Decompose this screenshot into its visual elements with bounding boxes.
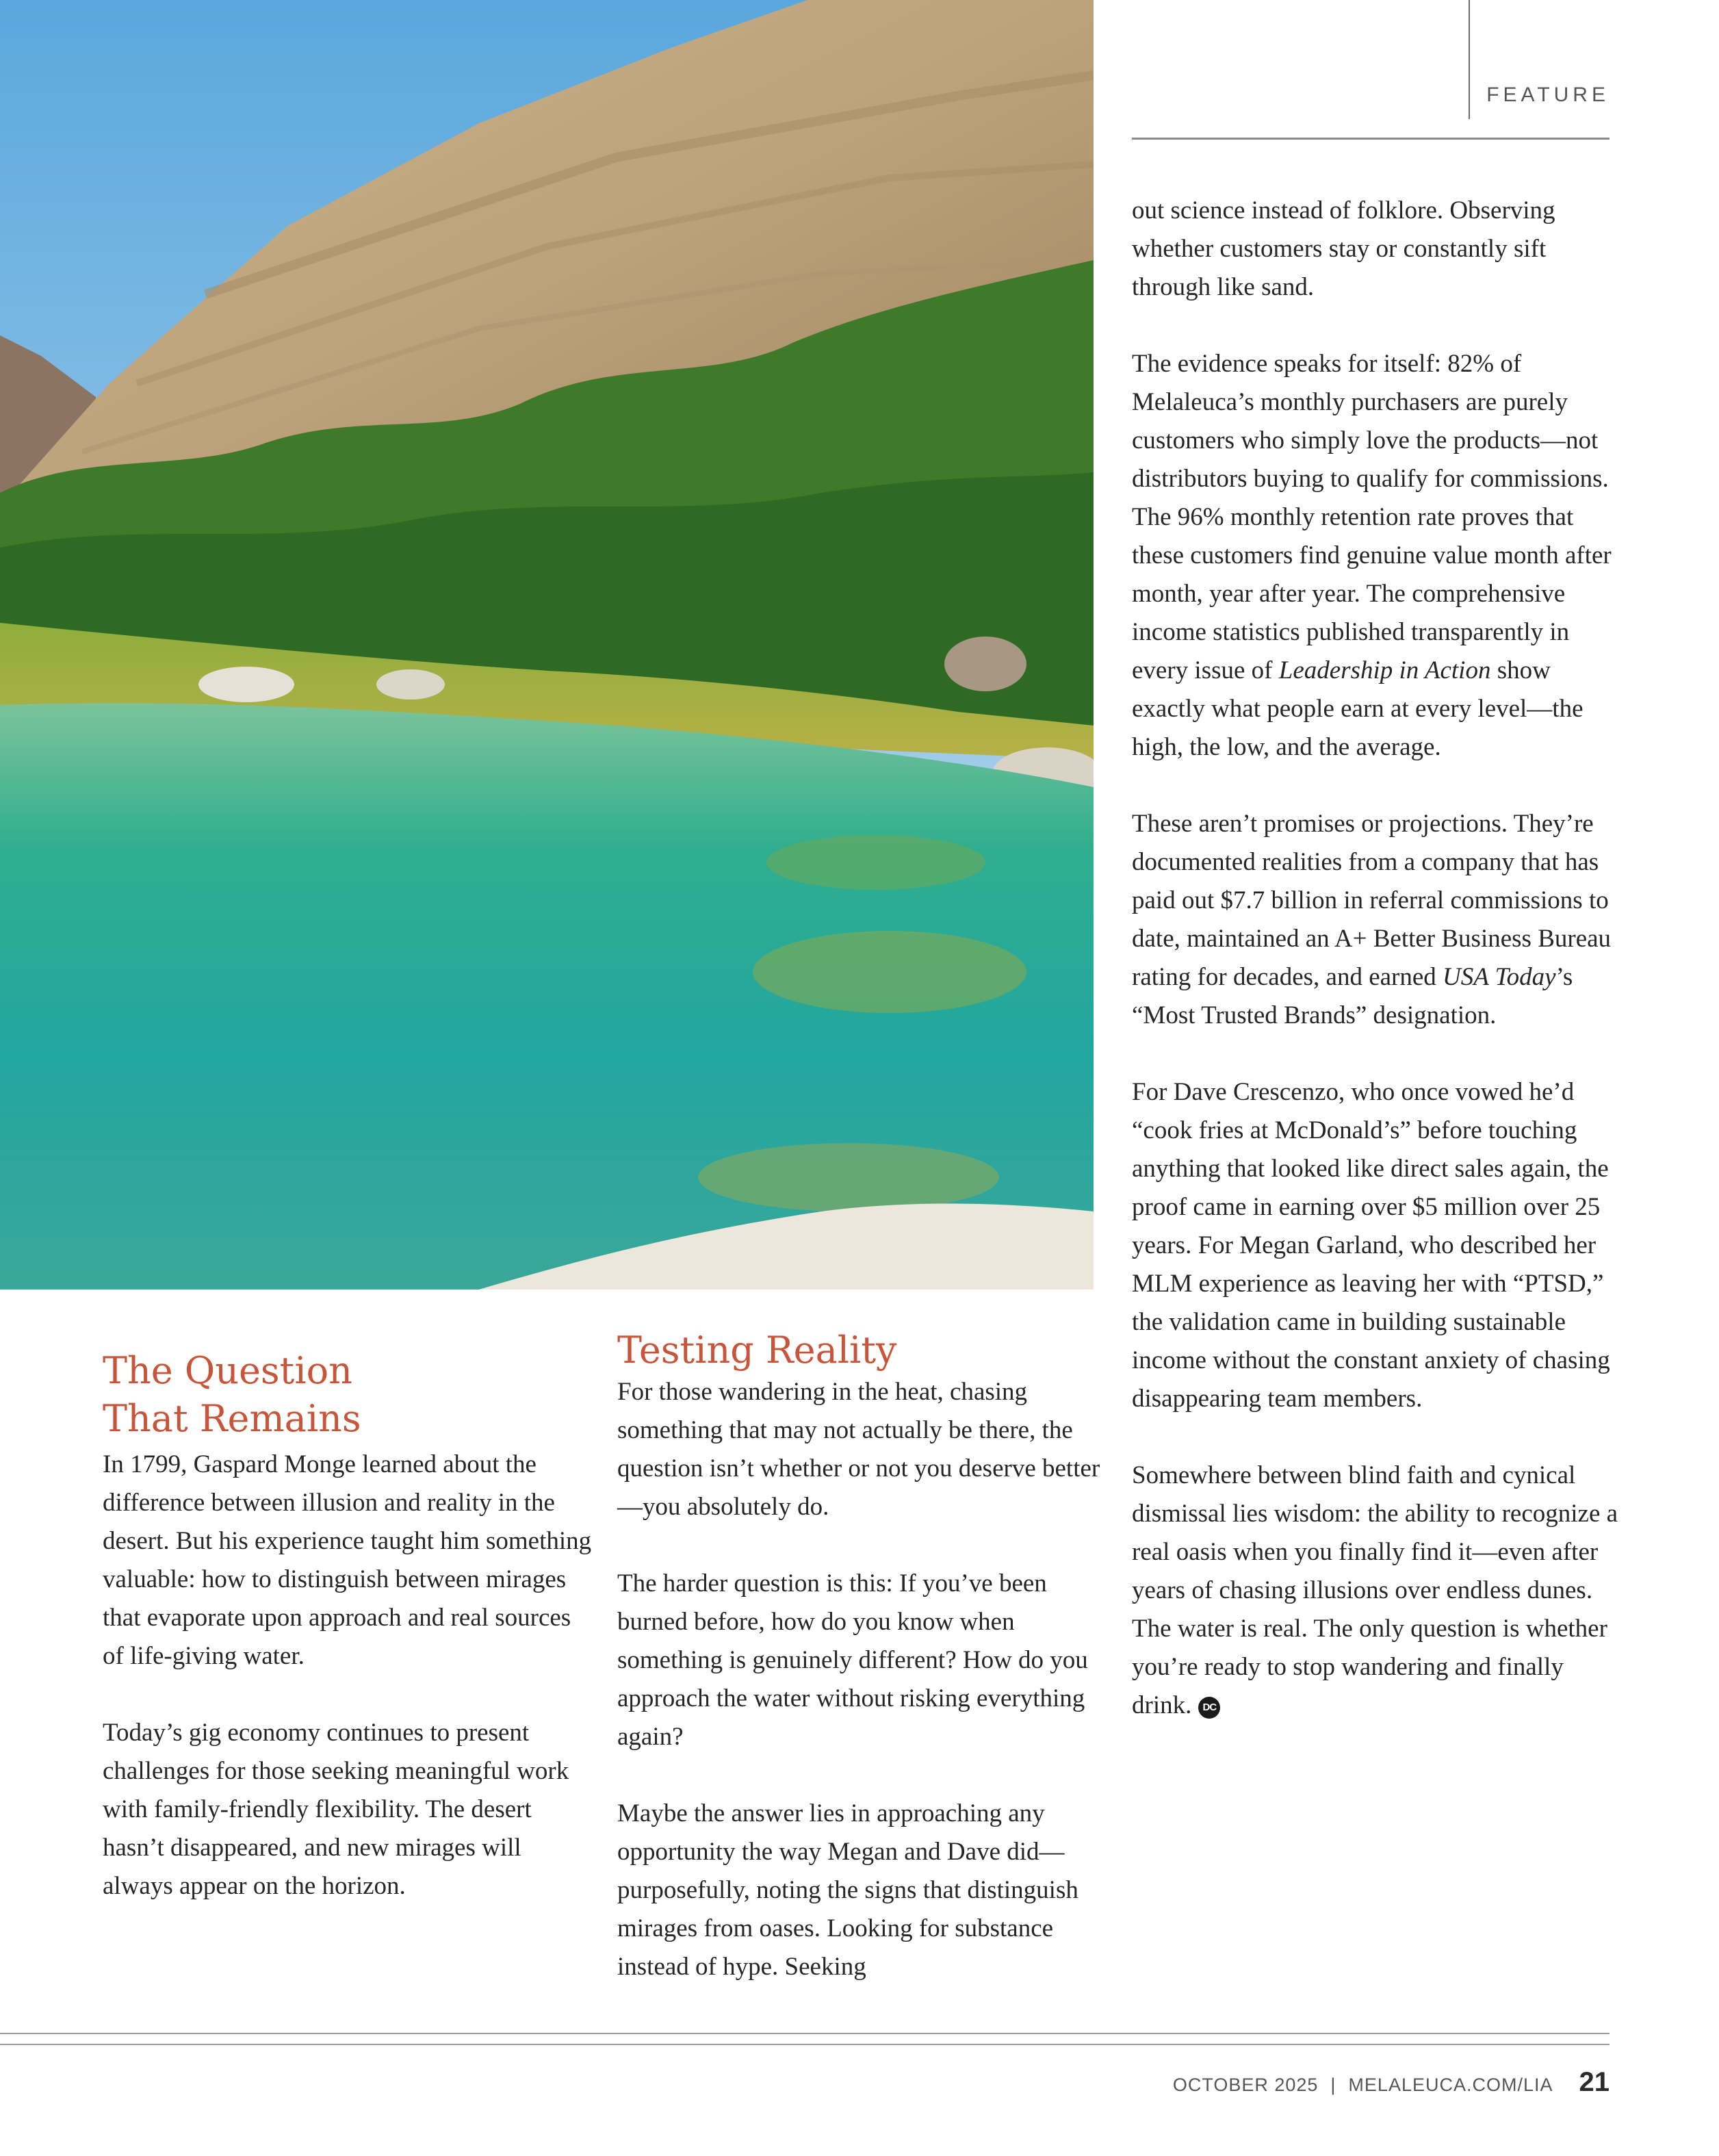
paragraph: Maybe the answer lies in approaching any opportunity the way Megan and Dave did—purposefully, noting the signs that distinguish mirages from oases. Looking for substance instead of hype. Seeking — [617, 1799, 1078, 1981]
paragraph — [1132, 345, 1625, 767]
section-label: FEATURE — [1486, 84, 1610, 106]
publication-title: USA Today — [1443, 963, 1556, 991]
text-run: ’s “Most Trusted Brands” designation. — [1132, 963, 1573, 1029]
header-rule — [1132, 138, 1610, 140]
paragraph: In 1799, Gaspard Monge learned about the difference between illusion and reality in the desert. But his experience taught him something valuable: how to distinguish between mirages that evaporate upon approach and real sources of life-giving water. — [103, 1450, 592, 1670]
paragraph: out science instead of folklore. Observing whether customers stay or constantly sift through like sand. — [1132, 196, 1555, 301]
publication-title: Leadership in Action — [1278, 656, 1491, 684]
text-run: The evidence speaks for itself: 82% of Melaleuca’s monthly purchasers are purely customers who simply love the products—not distributors buying to qualify for commissions. The 96% monthly retention rate proves that these customers find genuine value month after month, year after year. The comprehensive income statistics published transparently in every issue of — [1132, 350, 1612, 684]
header-divider — [1469, 0, 1470, 119]
page-number: 21 — [1579, 2067, 1610, 2097]
heading-line-1: The Question — [103, 1349, 352, 1392]
paragraph: For Dave Crescenzo, who once vowed he’d “cook fries at McDonald’s” before touching anything that looked like direct sales again, the proof came in earning over $5 million over 25 years. For Megan Garland, who described her MLM experience as leaving her with “PTSD,” the validation came in building sustainable income without the constant anxiety of chasing disappearing team members. — [1132, 1078, 1610, 1413]
site-url: MELALEUCA.COM/LIA — [1348, 2075, 1553, 2095]
column-2 — [617, 1328, 1110, 1986]
footer-separator: | — [1330, 2075, 1336, 2095]
paragraph: For those wandering in the heat, chasing something that may not actually be there, the question isn’t whether or not you deserve better—you absolutely do. — [617, 1378, 1100, 1521]
paragraph: Today’s gig economy continues to present challenges for those seeking meaningful work with family-friendly flexibility. The desert hasn’t disappeared, and new mirages will always appear on the horizon. — [103, 1719, 569, 1900]
text-run: Somewhere between blind faith and cynical dismissal lies wisdom: the ability to recognize a real oasis when you finally find it—even after years of chasing illusions over endless dunes. The water is real. The only question is whether you’re ready to stop wandering and finally drink. — [1132, 1461, 1618, 1719]
heading-testing-reality: Testing Reality — [617, 1329, 897, 1372]
end-mark-icon: DC — [1198, 1697, 1220, 1719]
footer-rule — [0, 2033, 1610, 2034]
paragraph — [1132, 1456, 1625, 1725]
footer-rule — [0, 2044, 1610, 2045]
column-1 — [103, 1347, 595, 1905]
paragraph — [1132, 805, 1625, 1035]
page-footer — [1173, 2067, 1610, 2098]
text-run: show exactly what people earn at every level—the high, the low, and the average. — [1132, 656, 1584, 761]
column-3 — [1132, 192, 1625, 1725]
paragraph: The harder question is this: If you’ve been burned before, how do you know when something is genuinely different? How do you approach the water without risking everything again? — [617, 1569, 1088, 1751]
text-run: These aren’t promises or projections. They’re documented realities from a company that has paid out $7.7 billion in referral commissions to date, maintained an A+ Better Business Bureau rating for decades, and earned — [1132, 810, 1612, 991]
heading-question-remains — [103, 1347, 595, 1443]
issue-date: OCTOBER 2025 — [1172, 2075, 1319, 2095]
oasis-photo — [0, 0, 1094, 1289]
heading-line-2: That Remains — [103, 1397, 361, 1440]
